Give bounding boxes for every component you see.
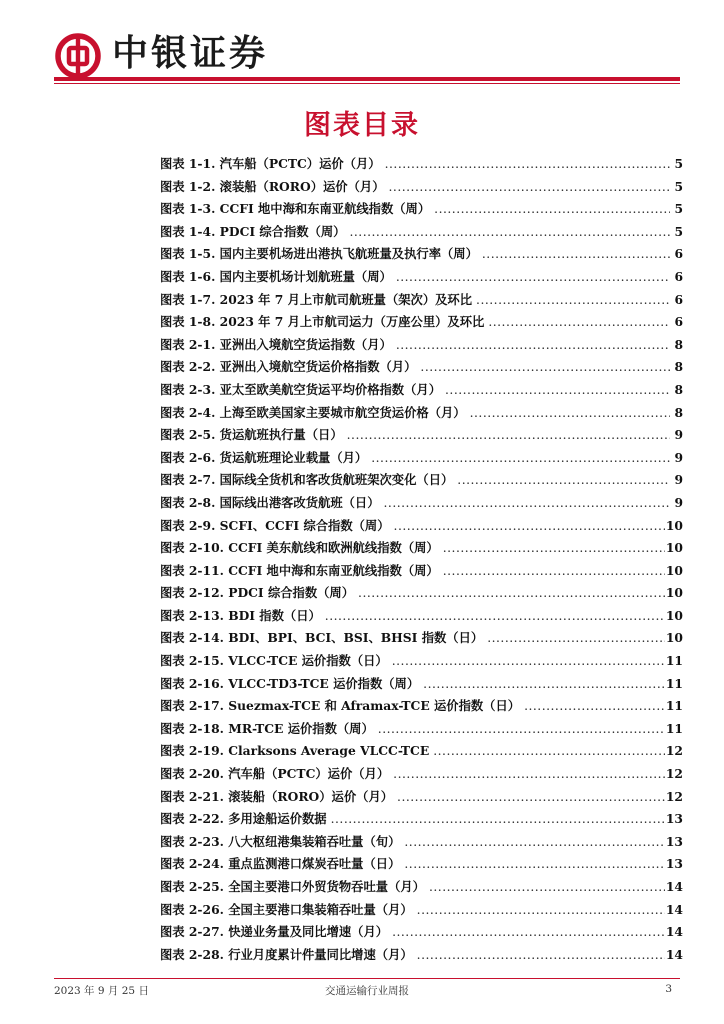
- toc-entry[interactable]: [160, 243, 683, 266]
- toc-dot-leader: [393, 763, 665, 786]
- page-title: 图表目录: [304, 110, 420, 141]
- toc-entry[interactable]: [160, 447, 683, 470]
- toc-entry-label: 图表 2-23. 八大枢纽港集装箱吞吐量（旬）: [160, 833, 401, 849]
- toc-dot-leader: [445, 379, 670, 402]
- toc-entry-label: 图表 2-14. BDI、BPI、BCI、BSI、BHSI 指数（日）: [160, 630, 484, 646]
- toc-entry[interactable]: [160, 469, 683, 492]
- toc-dot-leader: [417, 944, 665, 967]
- toc-dot-leader: [434, 198, 670, 221]
- toc-entry-page: 12: [665, 766, 683, 782]
- toc-dot-leader: [397, 786, 665, 809]
- toc-entry[interactable]: [160, 876, 683, 899]
- toc-entry-page: 6: [674, 268, 683, 284]
- toc-entry-label: 图表 2-28. 行业月度累计件量同比增速（月）: [160, 946, 413, 962]
- toc-entry[interactable]: [160, 266, 683, 289]
- toc-entry[interactable]: [160, 221, 683, 244]
- footer-page-number: 3: [665, 983, 672, 995]
- table-of-figures: [160, 153, 683, 966]
- toc-entry-label: 图表 2-21. 滚装船（RORO）运价（月）: [160, 788, 394, 804]
- toc-entry[interactable]: [160, 718, 683, 741]
- toc-dot-leader: [433, 740, 665, 763]
- toc-entry-label: 图表 2-9. SCFI、CCFI 综合指数（周）: [160, 517, 390, 533]
- toc-entry-label: 图表 2-12. PDCI 综合指数（周）: [160, 585, 355, 601]
- toc-entry[interactable]: [160, 740, 683, 763]
- toc-entry[interactable]: [160, 537, 683, 560]
- toc-entry-label: 图表 2-2. 亚洲出入境航空货运价格指数（月）: [160, 359, 417, 375]
- toc-entry[interactable]: [160, 356, 683, 379]
- toc-entry-label: 图表 2-7. 国际线全货机和客改货航班架次变化（日）: [160, 472, 454, 488]
- toc-entry-label: 图表 2-25. 全国主要港口外贸货物吞吐量（月）: [160, 879, 425, 894]
- toc-dot-leader: [423, 673, 665, 696]
- toc-entry[interactable]: [160, 176, 683, 199]
- toc-entry[interactable]: [160, 311, 683, 334]
- toc-entry-label: 图表 2-16. VLCC-TD3-TCE 运价指数（周）: [160, 675, 420, 691]
- toc-entry-page: 6: [674, 291, 683, 307]
- toc-dot-leader: [476, 289, 670, 312]
- toc-entry[interactable]: [160, 650, 683, 673]
- toc-dot-leader: [443, 560, 665, 583]
- toc-entry[interactable]: [160, 627, 683, 650]
- toc-dot-leader: [384, 492, 670, 515]
- toc-entry-page: 12: [665, 788, 683, 804]
- toc-entry-page: 10: [665, 607, 683, 623]
- toc-entry-page: 5: [674, 156, 683, 171]
- toc-entry-page: 10: [665, 585, 683, 601]
- toc-entry-page: 10: [665, 630, 683, 646]
- toc-entry-page: 5: [674, 178, 683, 194]
- toc-entry-page: 8: [674, 336, 683, 352]
- toc-entry-label: 图表 1-4. PDCI 综合指数（周）: [160, 223, 346, 239]
- toc-dot-leader: [371, 447, 670, 470]
- toc-entry-label: 图表 1-1. 汽车船（PCTC）运价（月）: [160, 156, 381, 171]
- toc-entry-page: 13: [665, 856, 683, 872]
- toc-entry[interactable]: [160, 853, 683, 876]
- toc-entry[interactable]: [160, 379, 683, 402]
- toc-entry-page: 9: [674, 494, 683, 510]
- toc-entry-page: 8: [674, 381, 683, 397]
- toc-dot-leader: [347, 424, 670, 447]
- toc-dot-leader: [385, 153, 670, 176]
- toc-dot-leader: [331, 808, 665, 831]
- toc-dot-leader: [396, 334, 670, 357]
- toc-entry-page: 9: [674, 472, 683, 488]
- toc-entry-label: 图表 2-20. 汽车船（PCTC）运价（月）: [160, 766, 390, 782]
- toc-entry-label: 图表 1-6. 国内主要机场计划航班量（周）: [160, 268, 392, 284]
- toc-dot-leader: [420, 356, 670, 379]
- bank-of-china-logo-icon: [54, 32, 102, 80]
- toc-entry-page: 12: [665, 743, 683, 759]
- toc-entry-label: 图表 2-4. 上海至欧美国家主要城市航空货运价格（月）: [160, 404, 466, 420]
- toc-dot-leader: [358, 582, 665, 605]
- toc-entry-page: 8: [674, 359, 683, 375]
- toc-entry-label: 图表 2-18. MR-TCE 运价指数（周）: [160, 720, 374, 736]
- toc-entry[interactable]: [160, 289, 683, 312]
- toc-dot-leader: [392, 650, 665, 673]
- toc-dot-leader: [392, 921, 665, 944]
- footer-report-name: 交通运输行业周报: [325, 985, 409, 997]
- toc-entry-page: 6: [674, 246, 683, 262]
- toc-dot-leader: [404, 853, 665, 876]
- toc-dot-leader: [488, 311, 670, 334]
- toc-entry-label: 图表 2-1. 亚洲出入境航空货运指数（月）: [160, 336, 392, 352]
- toc-dot-leader: [417, 899, 665, 922]
- toc-entry-label: 图表 2-8. 国际线出港客改货航班（日）: [160, 494, 380, 510]
- toc-entry-page: 13: [665, 811, 683, 827]
- page-header: [54, 28, 680, 84]
- toc-dot-leader: [457, 469, 670, 492]
- toc-entry[interactable]: [160, 334, 683, 357]
- toc-entry-page: 14: [665, 901, 683, 917]
- toc-entry-page: 5: [674, 201, 683, 217]
- toc-dot-leader: [487, 627, 665, 650]
- toc-entry-label: 图表 1-3. CCFI 地中海和东南亚航线指数（周）: [160, 201, 431, 217]
- toc-entry[interactable]: [160, 582, 683, 605]
- footer-date: 2023 年 9 月 25 日: [54, 985, 149, 997]
- toc-entry[interactable]: [160, 153, 683, 176]
- toc-entry-page: 10: [665, 540, 683, 556]
- brand-name: 中银证券: [112, 33, 269, 74]
- toc-dot-leader: [389, 176, 671, 199]
- toc-entry[interactable]: [160, 198, 683, 221]
- toc-entry-label: 图表 2-5. 货运航班执行量（日）: [160, 427, 343, 443]
- toc-entry-label: 图表 2-19. Clarksons Average VLCC-TCE: [160, 743, 430, 759]
- toc-entry[interactable]: [160, 560, 683, 583]
- toc-entry[interactable]: [160, 695, 683, 718]
- toc-entry-page: 14: [665, 924, 683, 940]
- toc-entry[interactable]: [160, 763, 683, 786]
- toc-entry-page: 9: [674, 449, 683, 465]
- toc-entry[interactable]: [160, 605, 683, 628]
- toc-entry[interactable]: [160, 515, 683, 538]
- toc-entry-page: 5: [674, 223, 683, 239]
- toc-entry-page: 6: [674, 314, 683, 330]
- toc-dot-leader: [396, 266, 670, 289]
- toc-entry[interactable]: [160, 899, 683, 922]
- toc-entry-label: 图表 2-10. CCFI 美东航线和欧洲航线指数（周）: [160, 540, 439, 556]
- toc-entry[interactable]: [160, 786, 683, 809]
- toc-dot-leader: [404, 831, 665, 854]
- toc-dot-leader: [349, 221, 670, 244]
- toc-entry-page: 10: [665, 562, 683, 578]
- toc-entry[interactable]: [160, 673, 683, 696]
- toc-entry-page: 11: [665, 720, 683, 736]
- page-footer: [54, 983, 680, 999]
- toc-entry-label: 图表 2-6. 货运航班理论业载量（月）: [160, 449, 368, 465]
- toc-entry[interactable]: [160, 492, 683, 515]
- toc-dot-leader: [443, 537, 665, 560]
- toc-entry-label: 图表 1-8. 2023 年 7 月上市航司运力（万座公里）及环比: [160, 314, 485, 330]
- toc-entry-label: 图表 1-7. 2023 年 7 月上市航司航班量（架次）及环比: [160, 291, 473, 307]
- toc-entry-label: 图表 1-5. 国内主要机场进出港执飞航班量及执行率（周）: [160, 246, 478, 262]
- toc-dot-leader: [378, 718, 665, 741]
- toc-entry-page: 11: [665, 675, 683, 691]
- toc-entry[interactable]: [160, 424, 683, 447]
- header-rule-thick: [54, 77, 680, 81]
- toc-entry-label: 图表 1-2. 滚装船（RORO）运价（月）: [160, 178, 385, 194]
- toc-entry-label: 图表 2-24. 重点监测港口煤炭吞吐量（日）: [160, 856, 401, 872]
- toc-entry-label: 图表 2-3. 亚太至欧美航空货运平均价格指数（月）: [160, 381, 441, 397]
- toc-entry-page: 13: [665, 833, 683, 849]
- toc-entry[interactable]: [160, 944, 683, 967]
- toc-entry-page: 11: [665, 698, 683, 714]
- toc-entry[interactable]: [160, 402, 683, 425]
- toc-entry-label: 图表 2-22. 多用途船运价数据: [160, 811, 327, 827]
- toc-entry[interactable]: [160, 831, 683, 854]
- toc-entry-label: 图表 2-15. VLCC-TCE 运价指数（日）: [160, 653, 388, 669]
- toc-dot-leader: [470, 402, 670, 425]
- toc-entry[interactable]: [160, 808, 683, 831]
- toc-entry-page: 14: [665, 879, 683, 894]
- header-rule-thin: [54, 83, 680, 84]
- toc-entry-page: 9: [674, 427, 683, 443]
- toc-entry-page: 8: [674, 404, 683, 420]
- toc-entry-label: 图表 2-27. 快递业务量及同比增速（月）: [160, 924, 389, 940]
- toc-dot-leader: [429, 876, 665, 899]
- toc-entry-label: 图表 2-17. Suezmax-TCE 和 Aframax-TCE 运价指数（日）: [160, 698, 521, 714]
- toc-dot-leader: [482, 243, 670, 266]
- toc-dot-leader: [325, 605, 665, 628]
- toc-entry-label: 图表 2-26. 全国主要港口集装箱吞吐量（月）: [160, 901, 413, 917]
- toc-entry-label: 图表 2-13. BDI 指数（日）: [160, 607, 321, 623]
- toc-entry-page: 11: [665, 653, 683, 669]
- toc-entry-page: 10: [665, 517, 683, 533]
- toc-dot-leader: [394, 515, 665, 538]
- footer-rule: [54, 978, 680, 979]
- toc-entry[interactable]: [160, 921, 683, 944]
- toc-entry-label: 图表 2-11. CCFI 地中海和东南亚航线指数（周）: [160, 562, 439, 578]
- toc-dot-leader: [524, 695, 665, 718]
- toc-entry-page: 14: [665, 946, 683, 962]
